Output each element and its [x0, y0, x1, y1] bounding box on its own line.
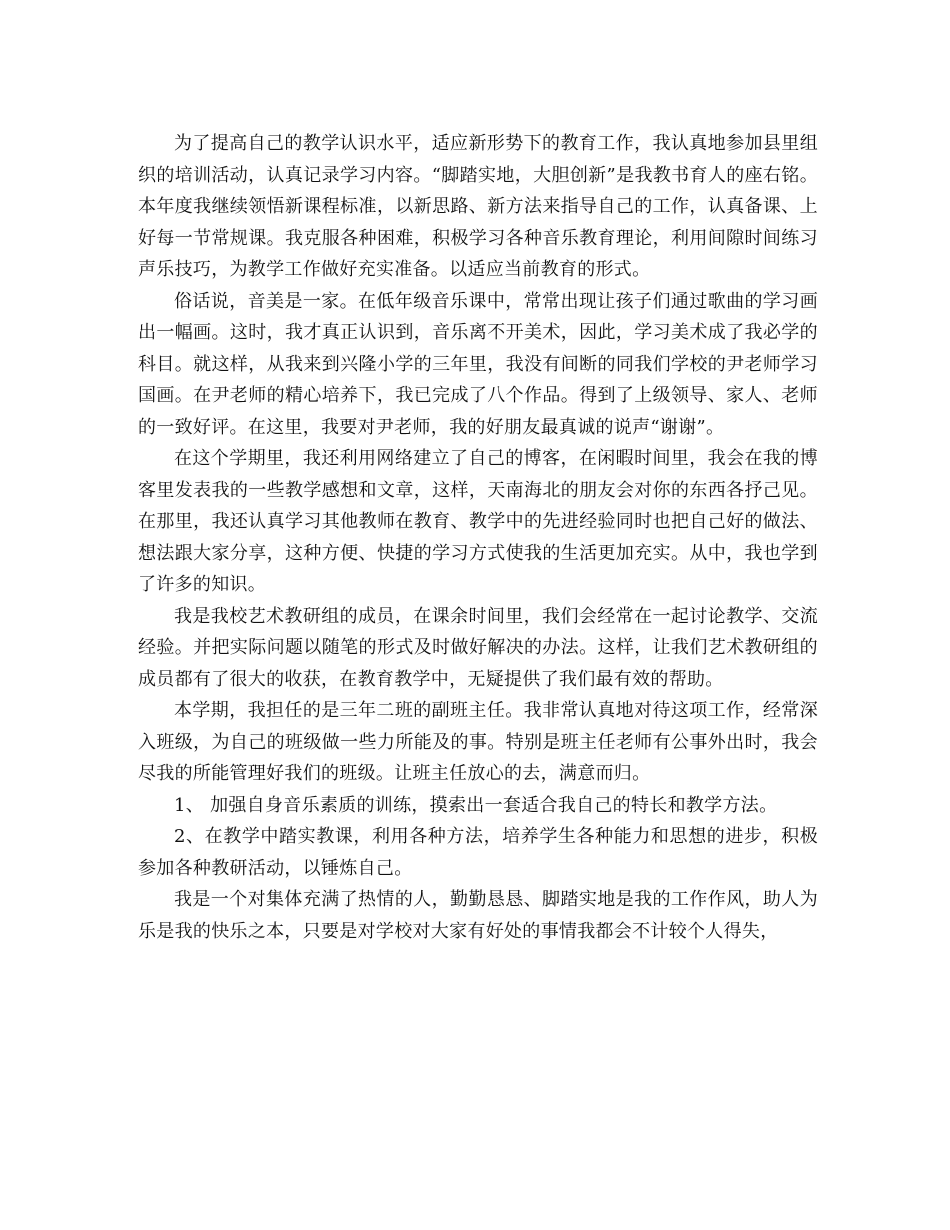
paragraph-6: 我是一个对集体充满了热情的人，勤勤恳恳、脚踏实地是我的工作作风，助人为乐是我的快乐之本，只要是对学校对大家有好处的事情我都会不计较个人得失， — [138, 889, 818, 942]
paragraph-5: 本学期，我担任的是三年二班的副班主任。我非常认真地对待这项工作，经常深入班级，为自己的班级做一些力所能及的事。特别是班主任老师有公事外出时，我会尽我的所能管理好我们的班级。让班主任放心的去，满意而归。 — [138, 700, 818, 784]
paragraph-2: 俗话说，音美是一家。在低年级音乐课中，常常出现让孩子们通过歌曲的学习画出一幅画。这时，我才真正认识到，音乐离不开美术，因此，学习美术成了我必学的科目。就这样，从我来到兴隆小学的三年里，我没有间断的同我们学校的尹老师学习国画。在尹老师的精心培养下，我已完成了八个作品。得到了上级领导、家人、老师的一致好评。在这里，我要对尹老师，我的好朋友最真诚的说声“谢谢”。 — [138, 290, 818, 438]
document-body — [138, 128, 818, 947]
list-item-2: 2、在教学中踏实教课，利用各种方法，培养学生各种能力和思想的进步，积极参加各种教研活动，以锤炼自己。 — [138, 826, 818, 879]
paragraph-3: 在这个学期里，我还利用网络建立了自己的博客，在闲暇时间里，我会在我的博客里发表我的一些教学感想和文章，这样，天南海北的朋友会对你的东西各抒己见。在那里，我还认真学习其他教师在教育、教学中的先进经验同时也把自己好的做法、想法跟大家分享，这种方便、快捷的学习方式使我的生活更加充实。从中，我也学到了许多的知识。 — [138, 448, 818, 595]
paragraph-1: 为了提高自己的教学认识水平，适应新形势下的教育工作，我认真地参加县里组织的培训活动，认真记录学习内容。“脚踏实地，大胆创新”是我教书育人的座右铭。本年度我继续领悟新课程标准，以新思路、新方法来指导自己的工作，认真备课、上好每一节常规课。我克服各种困难，积极学习各种音乐教育理论，利用间隙时间练习声乐技巧，为教学工作做好充实准备。以适应当前教育的形式。 — [138, 133, 818, 280]
paragraph-4: 我是我校艺术教研组的成员，在课余时间里，我们会经常在一起讨论教学、交流经验。并把实际问题以随笔的形式及时做好解决的办法。这样，让我们艺术教研组的成员都有了很大的收获，在教育教学中，无疑提供了我们最有效的帮助。 — [138, 605, 818, 690]
list-item-1: 1、 加强自身音乐素质的训练，摸索出一套适合我自己的特长和教学方法。 — [174, 794, 778, 816]
